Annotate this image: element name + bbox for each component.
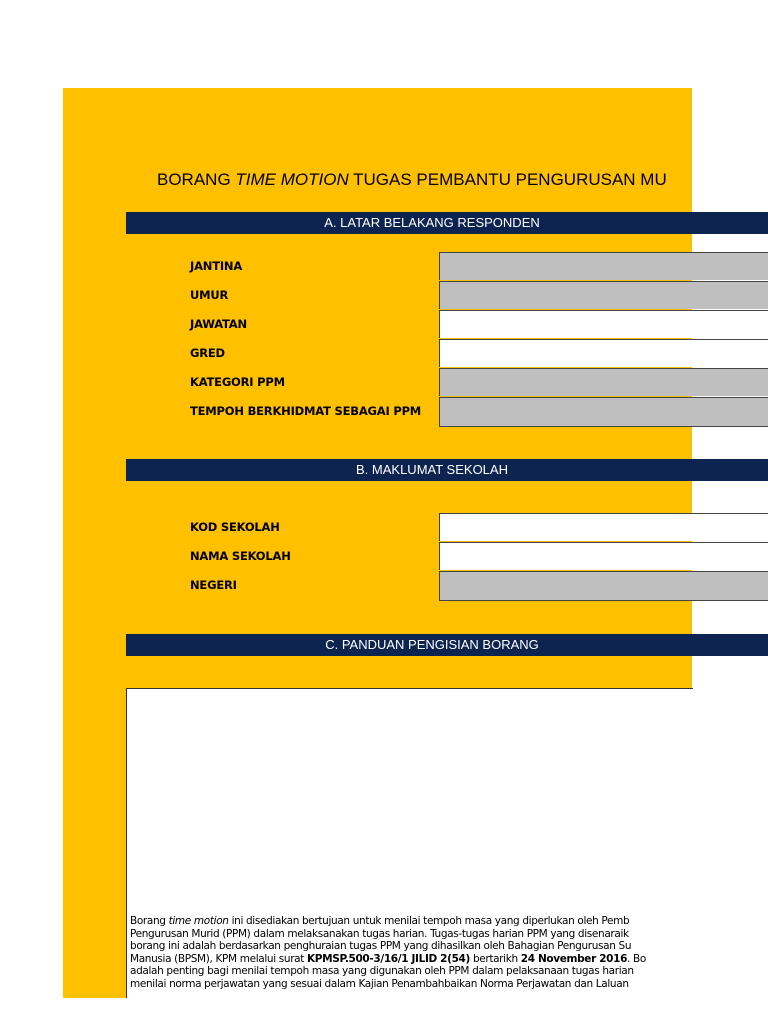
guide-line-2: Pengurusan Murid (PPM) dalam melaksanakan tugas harian. Tugas-tugas harian PPM yang disenaraik xyxy=(130,927,629,940)
kod-sekolah-field[interactable] xyxy=(439,513,768,541)
negeri-field[interactable] xyxy=(439,571,768,601)
label-umur: UMUR xyxy=(190,288,229,302)
umur-field[interactable] xyxy=(439,281,768,309)
jawatan-field[interactable] xyxy=(439,310,768,338)
label-jantina: JANTINA xyxy=(190,259,243,273)
label-gred: GRED xyxy=(190,346,225,360)
guide-paragraph xyxy=(130,915,693,991)
nama-sekolah-field[interactable] xyxy=(439,542,768,570)
kategori-ppm-field[interactable] xyxy=(439,368,768,396)
guide-line-4: Manusia (BPSM), KPM melalui surat KPMSP.500-3/16/1 JILID 2(54) bertarikh 24 November 2016. Bo xyxy=(130,952,646,965)
guide-line-1: Borang time motion ini disediakan bertujuan untuk menilai tempoh masa yang diperlukan oleh Pemb xyxy=(130,915,630,927)
page-title: BORANG TIME MOTION TUGAS PEMBANTU PENGURUSAN MU xyxy=(157,170,667,189)
label-kod-sekolah: KOD SEKOLAH xyxy=(190,520,280,534)
label-tempoh-berkhidmat: TEMPOH BERKHIDMAT SEBAGAI PPM xyxy=(190,404,422,418)
section-a-header: A. LATAR BELAKANG RESPONDEN xyxy=(126,212,768,234)
gred-field[interactable] xyxy=(439,339,768,367)
jantina-field[interactable] xyxy=(439,252,768,280)
tempoh-berkhidmat-field[interactable] xyxy=(439,397,768,427)
label-nama-sekolah: NAMA SEKOLAH xyxy=(190,549,291,563)
section-b-header: B. MAKLUMAT SEKOLAH xyxy=(126,459,768,481)
guide-text-box xyxy=(126,688,693,1009)
label-kategori-ppm: KATEGORI PPM xyxy=(190,375,285,389)
section-c-header: C. PANDUAN PENGISIAN BORANG xyxy=(126,634,768,656)
guide-line-3: borang ini adalah berdasarkan penghuraian tugas PPM yang dihasilkan oleh Bahagian Pengurusan Su xyxy=(130,940,632,953)
page-bottom-margin xyxy=(0,998,768,1024)
guide-line-6: menilai norma perjawatan yang sesuai dalam Kajian Penambahbaikan Norma Perjawatan dan Laluan xyxy=(130,977,629,990)
guide-line-5: adalah penting bagi menilai tempoh masa yang digunakan oleh PPM dalam pelaksanaan tugas harian xyxy=(130,965,634,978)
label-jawatan: JAWATAN xyxy=(190,317,247,331)
label-negeri: NEGERI xyxy=(190,578,237,592)
